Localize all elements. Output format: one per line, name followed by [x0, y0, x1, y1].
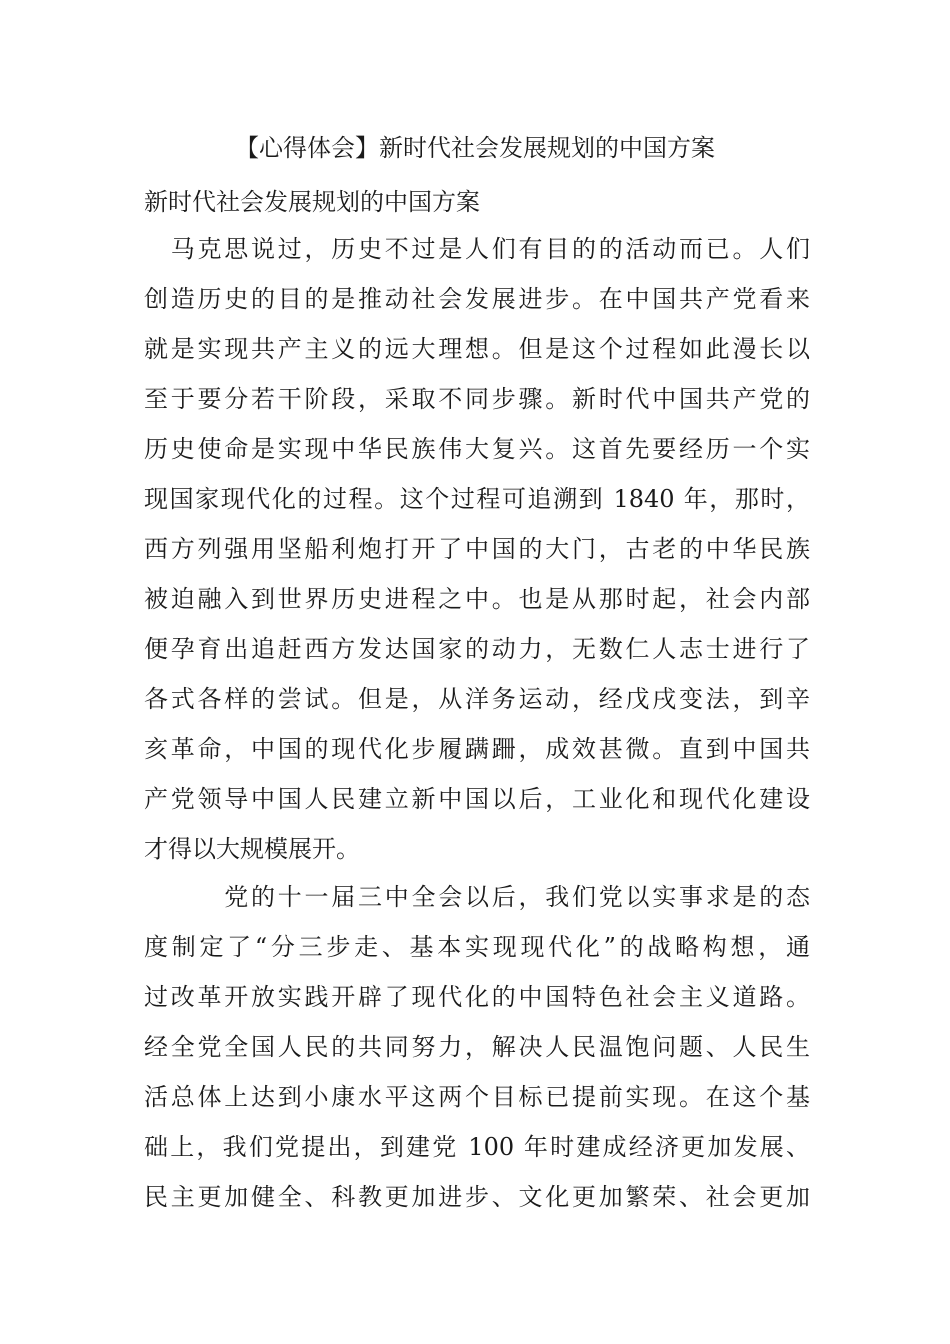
- text-line: 至于要分若干阶段，采取不同步骤。新时代中国共产党的: [144, 385, 810, 413]
- text-line: 历史使命是实现中华民族伟大复兴。这首先要经历一个实: [144, 435, 810, 463]
- paragraph-reform: [144, 872, 810, 1222]
- text-line: 亥革命，中国的现代化步履蹒跚，成效甚微。直到中国共: [144, 735, 810, 763]
- text-line: 础上，我们党提出，到建党 100 年时建成经济更加发展、: [144, 1133, 810, 1161]
- text-line: 被迫融入到世界历史进程之中。也是从那时起，社会内部: [144, 585, 810, 613]
- text-line: 才得以大规模展开。: [144, 835, 360, 863]
- text-line: 产党领导中国人民建立新中国以后，工业化和现代化建设: [144, 785, 810, 813]
- document-title: 【心得体会】新时代社会发展规划的中国方案: [235, 134, 715, 162]
- text-line: 活总体上达到小康水平这两个目标已提前实现。在这个基: [144, 1083, 810, 1111]
- text-line: 党的十一届三中全会以后，我们党以实事求是的态: [144, 883, 810, 911]
- text-line: 创造历史的目的是推动社会发展进步。在中国共产党看来: [144, 285, 810, 313]
- text-line: 民主更加健全、科教更加进步、文化更加繁荣、社会更加: [144, 1183, 810, 1211]
- text-line: 就是实现共产主义的远大理想。但是这个过程如此漫长以: [144, 335, 810, 363]
- text-line: 西方列强用坚船利炮打开了中国的大门，古老的中华民族: [144, 535, 810, 563]
- text-line: 现国家现代化的过程。这个过程可追溯到 1840 年，那时，: [144, 485, 810, 513]
- paragraph-history: [144, 224, 810, 874]
- text-line: 度制定了“分三步走、基本实现现代化”的战略构想，通: [144, 933, 810, 961]
- text-line: 便孕育出追赶西方发达国家的动力，无数仁人志士进行了: [144, 635, 810, 663]
- document-subtitle: 新时代社会发展规划的中国方案: [144, 188, 480, 216]
- text-line: 各式各样的尝试。但是，从洋务运动，经戊戌变法，到辛: [144, 685, 810, 713]
- text-line: 马克思说过，历史不过是人们有目的的活动而已。人们: [144, 235, 810, 263]
- text-line: 过改革开放实践开辟了现代化的中国特色社会主义道路。: [144, 983, 810, 1011]
- text-line: 经全党全国人民的共同努力，解决人民温饱问题、人民生: [144, 1033, 810, 1061]
